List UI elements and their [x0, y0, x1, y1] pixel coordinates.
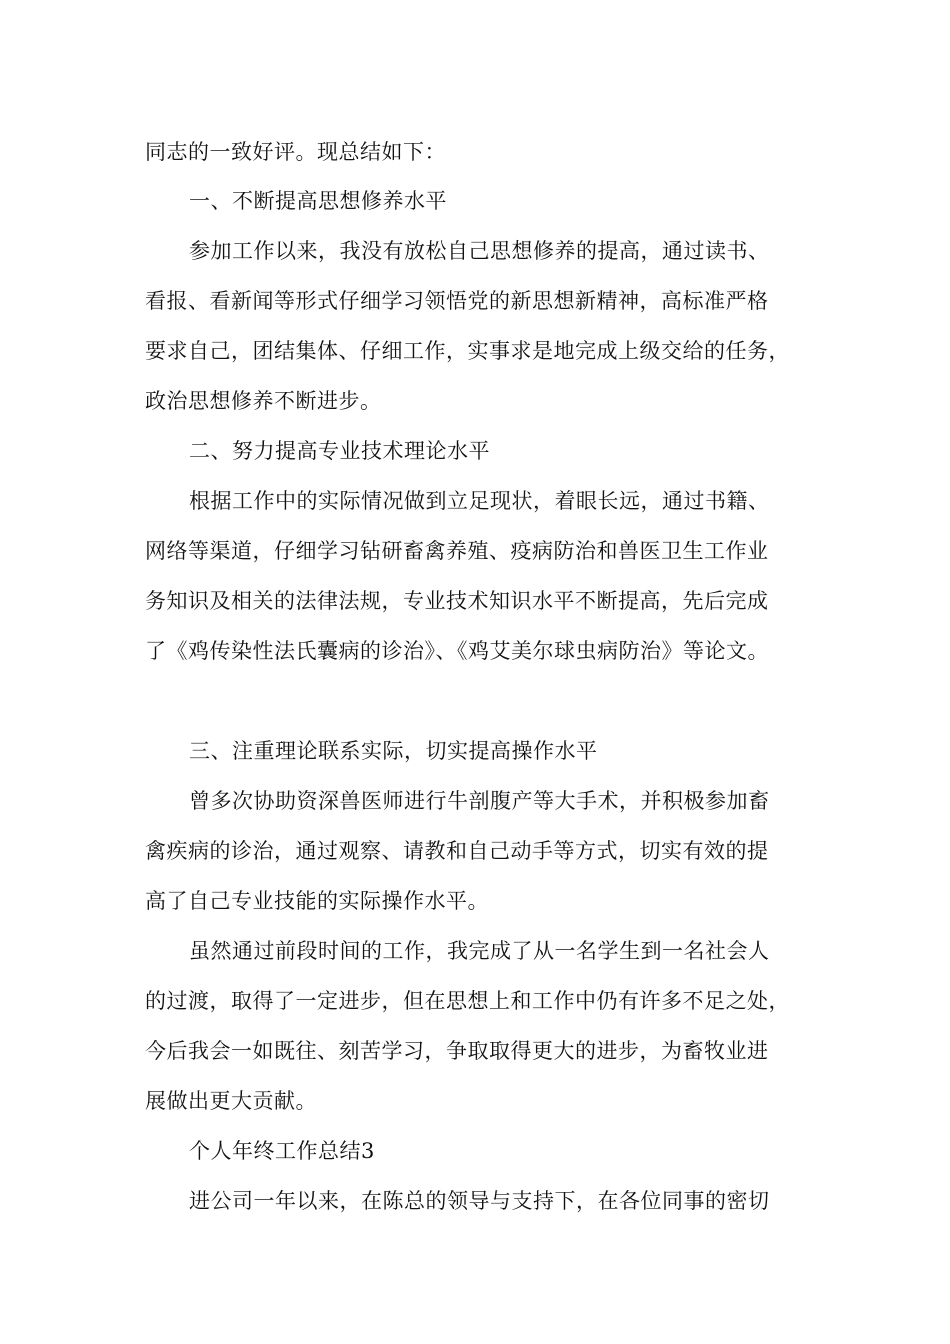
paragraph-line: 今后我会一如既往、刻苦学习，争取取得更大的进步，为畜牧业进: [145, 1039, 769, 1063]
paragraph-line: 了《鸡传染性法氏囊病的诊治》、《鸡艾美尔球虫病防治》等论文。: [145, 639, 769, 663]
section-heading: 二、努力提高专业技术理论水平: [189, 439, 490, 463]
document-title: 个人年终工作总结3: [189, 1139, 375, 1163]
paragraph-line: 网络等渠道，仔细学习钻研畜禽养殖、疫病防治和兽医卫生工作业: [145, 539, 769, 563]
paragraph-line: 要求自己，团结集体、仔细工作，实事求是地完成上级交给的任务，: [145, 339, 790, 363]
paragraph-line: 看报、看新闻等形式仔细学习领悟党的新思想新精神，高标准严格: [145, 289, 769, 313]
paragraph-line: 根据工作中的实际情况做到立足现状，着眼长远，通过书籍、: [189, 489, 770, 513]
paragraph-line: 高了自己专业技能的实际操作水平。: [145, 889, 489, 913]
paragraph-line: 政治思想修养不断进步。: [145, 389, 382, 413]
paragraph-line: 的过渡，取得了一定进步，但在思想上和工作中仍有许多不足之处，: [145, 989, 790, 1013]
paragraph-line: 参加工作以来，我没有放松自己思想修养的提高，通过读书、: [189, 239, 770, 263]
paragraph-line: 展做出更大贡献。: [145, 1089, 317, 1113]
section-heading: 三、注重理论联系实际，切实提高操作水平: [189, 739, 598, 763]
paragraph-line: 务知识及相关的法律法规，专业技术知识水平不断提高，先后完成: [145, 589, 769, 613]
paragraph-line: 同志的一致好评。现总结如下：: [145, 140, 446, 164]
paragraph-line: 禽疾病的诊治，通过观察、请教和自己动手等方式，切实有效的提: [145, 839, 769, 863]
section-heading: 一、不断提高思想修养水平: [189, 189, 447, 213]
paragraph-line: 曾多次协助资深兽医师进行牛剖腹产等大手术，并积极参加畜: [189, 789, 770, 813]
paragraph-line: 虽然通过前段时间的工作，我完成了从一名学生到一名社会人: [189, 939, 770, 963]
paragraph-line: 进公司一年以来，在陈总的领导与支持下，在各位同事的密切: [189, 1189, 770, 1213]
